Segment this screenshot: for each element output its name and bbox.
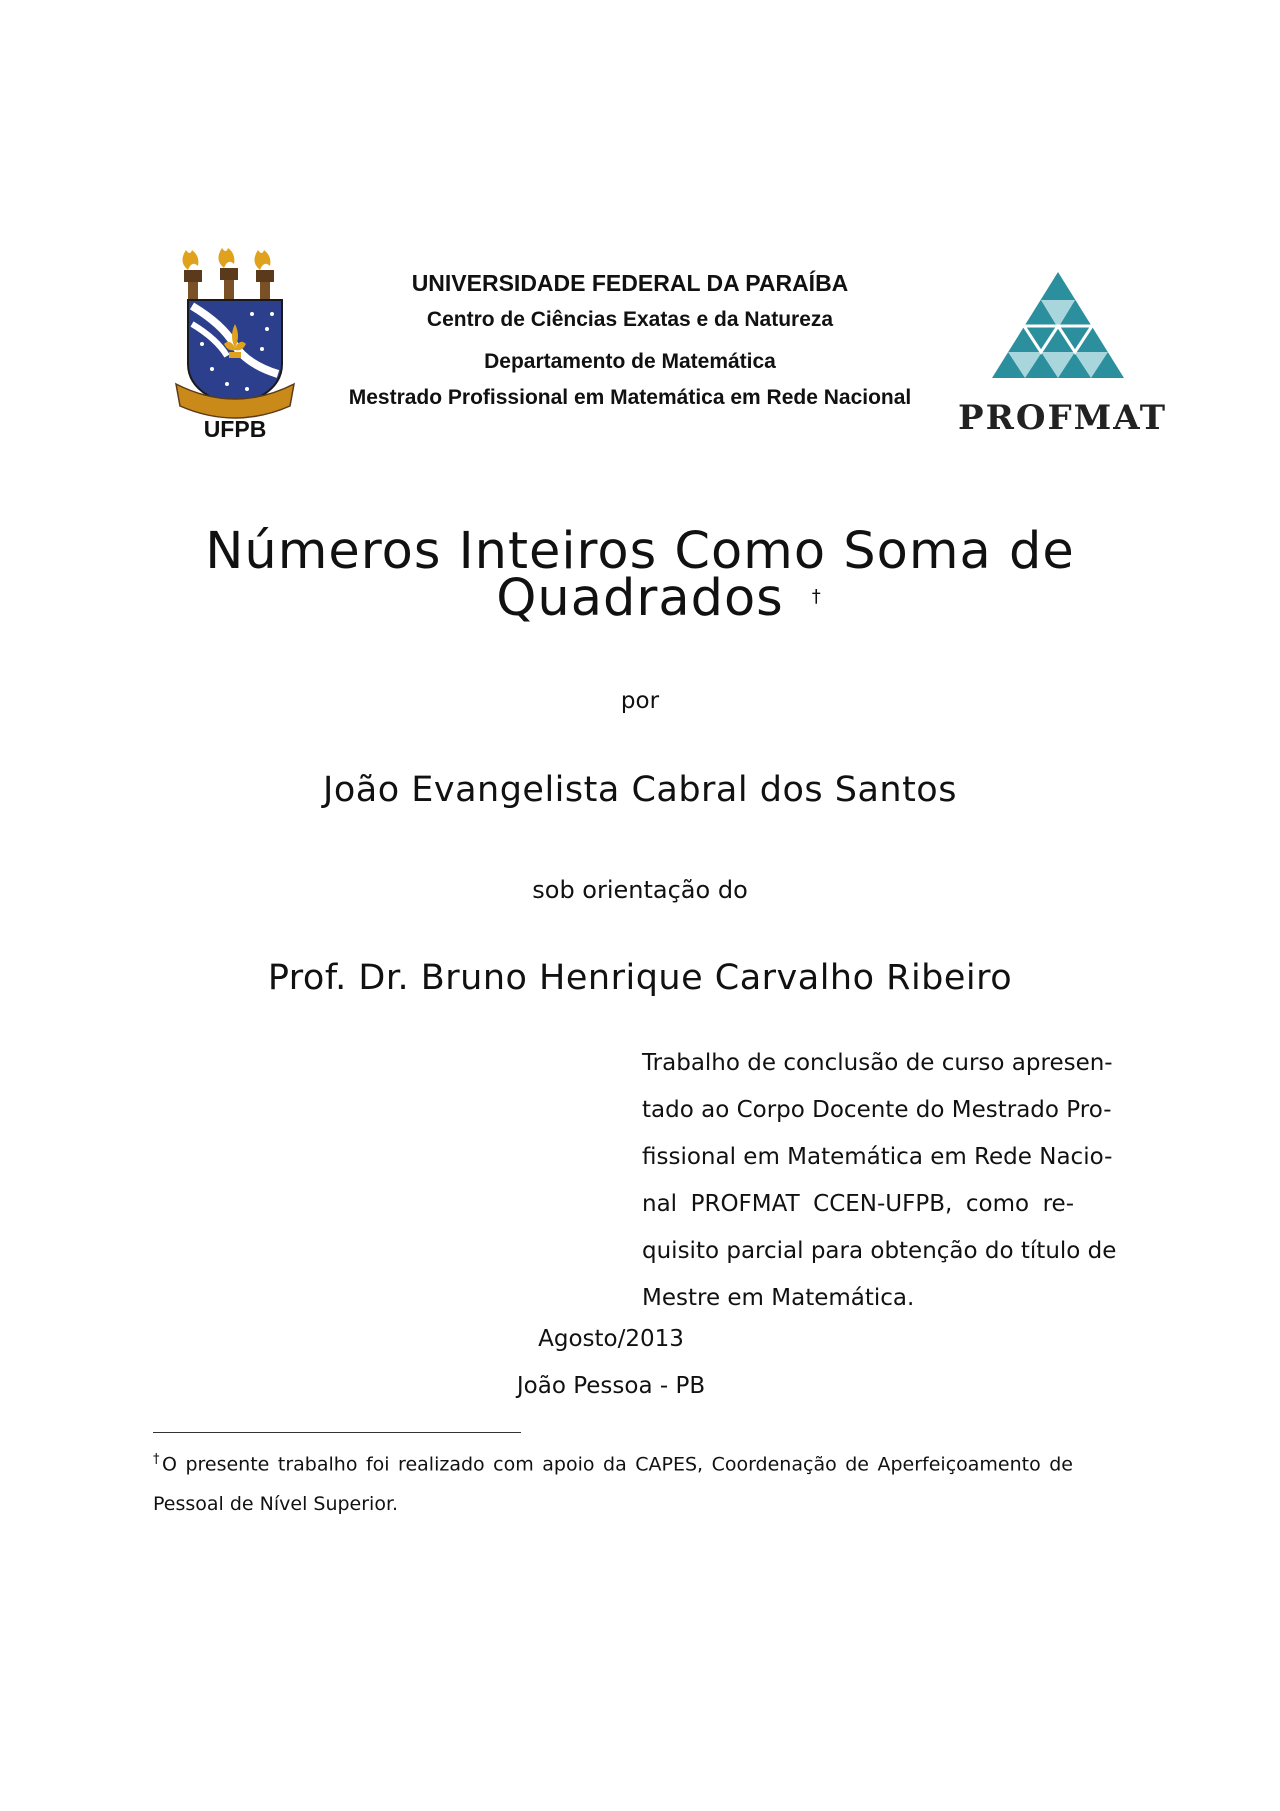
profmat-label: PROFMAT: [958, 398, 1168, 438]
title-footnote-mark: †: [811, 586, 821, 607]
author-name: João Evangelista Cabral dos Santos: [323, 770, 957, 810]
description-line: fissional em Matemática em Rede Nacio-: [642, 1144, 1113, 1170]
ufpb-logo: [172, 244, 298, 444]
department-name: Departamento de Matemática: [484, 350, 776, 373]
place: João Pessoa - PB: [516, 1373, 706, 1399]
torch-icon: [182, 250, 202, 302]
footnote-mark: †: [153, 1452, 162, 1467]
torch-icon: [254, 250, 274, 302]
advisor-label: sob orientação do: [532, 876, 748, 904]
ufpb-label: UFPB: [203, 416, 267, 442]
description-line: tado ao Corpo Docente do Mestrado Pro-: [642, 1097, 1112, 1123]
description-line: quisito parcial para obtenção do título de: [642, 1238, 1117, 1264]
thesis-description: [642, 1040, 1117, 1322]
center-name: Centro de Ciências Exatas e da Natureza: [426, 308, 834, 331]
title-line-1: Números Inteiros Como Soma de: [205, 522, 1075, 581]
footnote-divider: [153, 1432, 521, 1433]
program-name: Mestrado Profissional em Matemática em Rede Nacional: [348, 386, 912, 409]
date: Agosto/2013: [538, 1326, 684, 1352]
footnote-line-1: [153, 1440, 1073, 1484]
footnote-line-2: Pessoal de Nível Superior.: [153, 1493, 399, 1516]
title-line-2-text: Quadrados: [496, 569, 784, 628]
university-name: UNIVERSIDADE FEDERAL DA PARAÍBA: [411, 270, 849, 296]
footnote: [153, 1440, 1073, 1524]
description-line: Trabalho de conclusão de curso apresen-: [642, 1050, 1113, 1076]
description-line: Mestre em Matemática.: [642, 1285, 915, 1311]
torch-icon: [218, 248, 238, 302]
description-line: nal PROFMAT CCEN-UFPB, como re-: [642, 1191, 1074, 1217]
advisor-name: Prof. Dr. Bruno Henrique Carvalho Ribeiro: [267, 958, 1013, 998]
title-line-2: [496, 569, 821, 628]
footnote-text-1: O presente trabalho foi realizado com apoio da CAPES, Coordenação de Aperfeiçoamento de: [161, 1453, 1073, 1476]
thesis-title: [140, 522, 1140, 628]
profmat-logo: [990, 270, 1126, 380]
by-label: por: [620, 688, 660, 714]
